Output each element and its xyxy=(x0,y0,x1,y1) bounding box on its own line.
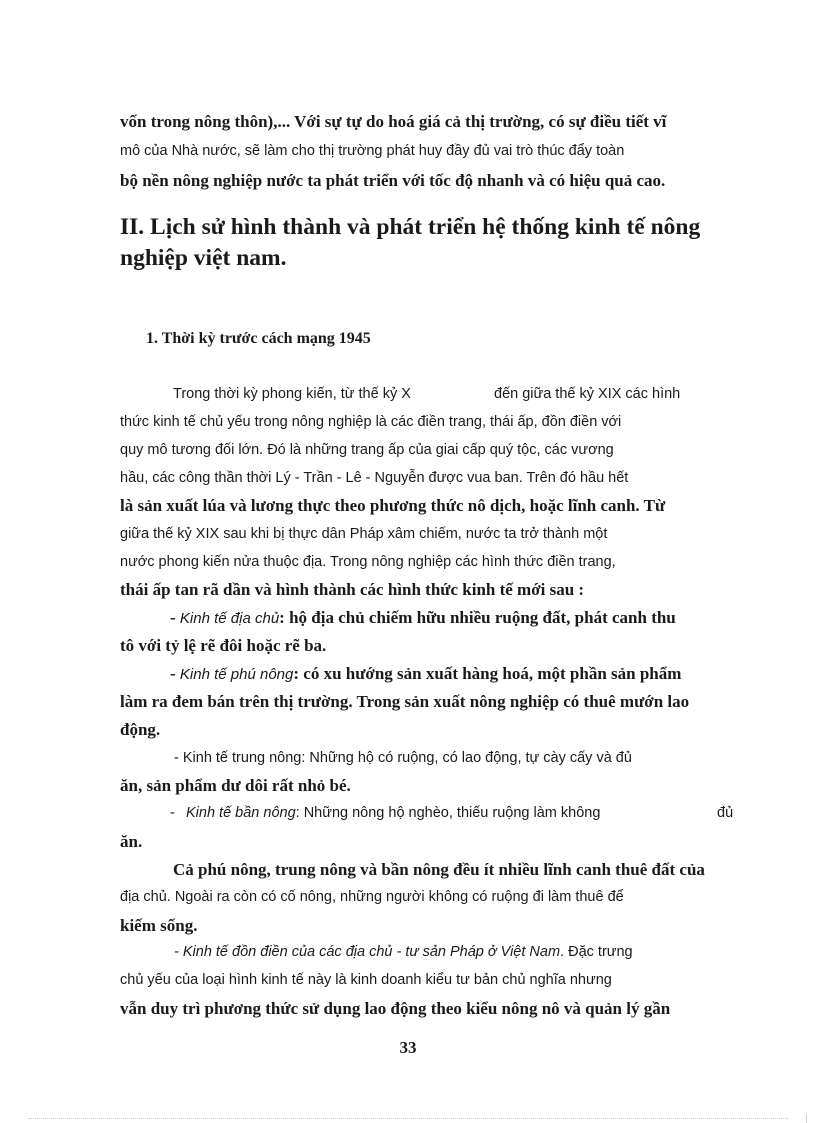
para1-line-1a: Trong thời kỳ phong kiến, từ thế kỷ X xyxy=(173,386,411,402)
intro-line-2: mô của Nhà nước, sẽ làm cho thị trường phát huy đầy đủ vai trò thúc đẩy toàn xyxy=(120,143,625,159)
item-phu-nong-line-2: làm ra đem bán trên thị trường. Trong sản xuất nông nghiệp có thuê mướn lao xyxy=(120,692,690,711)
para1-line-1b: đến giữa thế kỷ XIX các hình xyxy=(494,386,681,402)
para1-line-8: thái ấp tan rã dần và hình thành các hình thức kinh tế mới sau : xyxy=(120,580,585,599)
item-term: - Kinh tế đồn điền của các địa chủ - tư sản Pháp ở Việt Nam xyxy=(174,944,561,960)
section-heading: II. Lịch sử hình thành và phát triển hệ thống kinh tế nông nghiệp việt nam. xyxy=(120,214,701,271)
item-dia-chu-line-2: tô với tỷ lệ rẽ đôi hoặc rẽ ba. xyxy=(120,636,327,655)
item-text: : có xu hướng sản xuất hàng hoá, một phần sản phẩm xyxy=(293,664,682,683)
page-corner-mark xyxy=(806,1114,807,1123)
item-dash: - xyxy=(170,664,180,683)
item-term: Kinh tế bần nông xyxy=(186,805,296,821)
item-dash: - xyxy=(170,608,180,627)
item-ban-nong-end: đủ xyxy=(717,805,734,821)
item-text: : hộ địa chủ chiếm hữu nhiều ruộng đất, phát canh thu xyxy=(279,608,676,627)
page-number: 33 xyxy=(399,1038,417,1057)
item-term: Kinh tế địa chủ xyxy=(179,610,280,627)
item-ban-nong-line-1 xyxy=(186,806,600,821)
item-ban-nong-dash: - xyxy=(170,805,175,821)
para1-line-3: quy mô tương đối lớn. Đó là những trang ấp của giai cấp quý tộc, các vương xyxy=(120,442,614,458)
item-phu-nong-line-3: động. xyxy=(120,720,161,739)
item-don-dien-line-3: vẫn duy trì phương thức sử dụng lao động theo kiểu nông nô và quản lý gần xyxy=(120,999,671,1018)
item-dia-chu-line-1 xyxy=(170,609,676,626)
para2-line-2: địa chủ. Ngoài ra còn có cố nông, những người không có ruộng đi làm thuê để xyxy=(120,889,624,905)
item-text: : Những nông hộ nghèo, thiếu ruộng làm không xyxy=(295,805,601,821)
intro-line-3: bộ nền nông nghiệp nước ta phát triển với tốc độ nhanh và có hiệu quả cao. xyxy=(120,171,666,190)
para1-line-2: thức kinh tế chủ yếu trong nông nghiệp là các điền trang, thái ấp, đồn điền với xyxy=(120,414,622,430)
item-don-dien-line-2: chủ yếu của loại hình kinh tế này là kinh doanh kiểu tư bản chủ nghĩa nhưng xyxy=(120,972,612,988)
para1-line-4: hầu, các công thần thời Lý - Trần - Lê - Nguyễn được vua ban. Trên đó hầu hết xyxy=(120,470,629,486)
item-ban-nong-line-2: ăn. xyxy=(120,832,143,851)
item-phu-nong-line-1 xyxy=(170,665,681,682)
para1-line-6: giữa thế kỷ XIX sau khi bị thực dân Pháp xâm chiếm, nước ta trở thành một xyxy=(120,526,608,542)
item-don-dien-line-1 xyxy=(174,945,633,960)
subsection-heading: 1. Thời kỳ trước cách mạng 1945 xyxy=(146,330,371,347)
page-bottom-divider xyxy=(28,1118,788,1119)
item-trung-nong-line-2: ăn, sản phẩm dư dôi rất nhỏ bé. xyxy=(120,776,351,795)
para1-line-7: nước phong kiến nửa thuộc địa. Trong nông nghiệp các hình thức điền trang, xyxy=(120,554,616,570)
item-trung-nong-line-1: - Kinh tế trung nông: Những hộ có ruộng, có lao động, tự cày cấy và đủ xyxy=(174,750,632,766)
para2-line-3: kiếm sống. xyxy=(120,916,198,935)
item-text: . Đặc trưng xyxy=(560,944,633,960)
para1-line-5: là sản xuất lúa và lương thực theo phương thức nô dịch, hoặc lĩnh canh. Từ xyxy=(120,496,666,515)
intro-line-1: vốn trong nông thôn),... Với sự tự do hoá giá cả thị trường, có sự điều tiết vĩ xyxy=(120,112,667,131)
item-term: Kinh tế phú nông xyxy=(179,666,294,683)
para2-line-1: Cả phú nông, trung nông và bần nông đều ít nhiều lĩnh canh thuê đất của xyxy=(173,860,705,879)
